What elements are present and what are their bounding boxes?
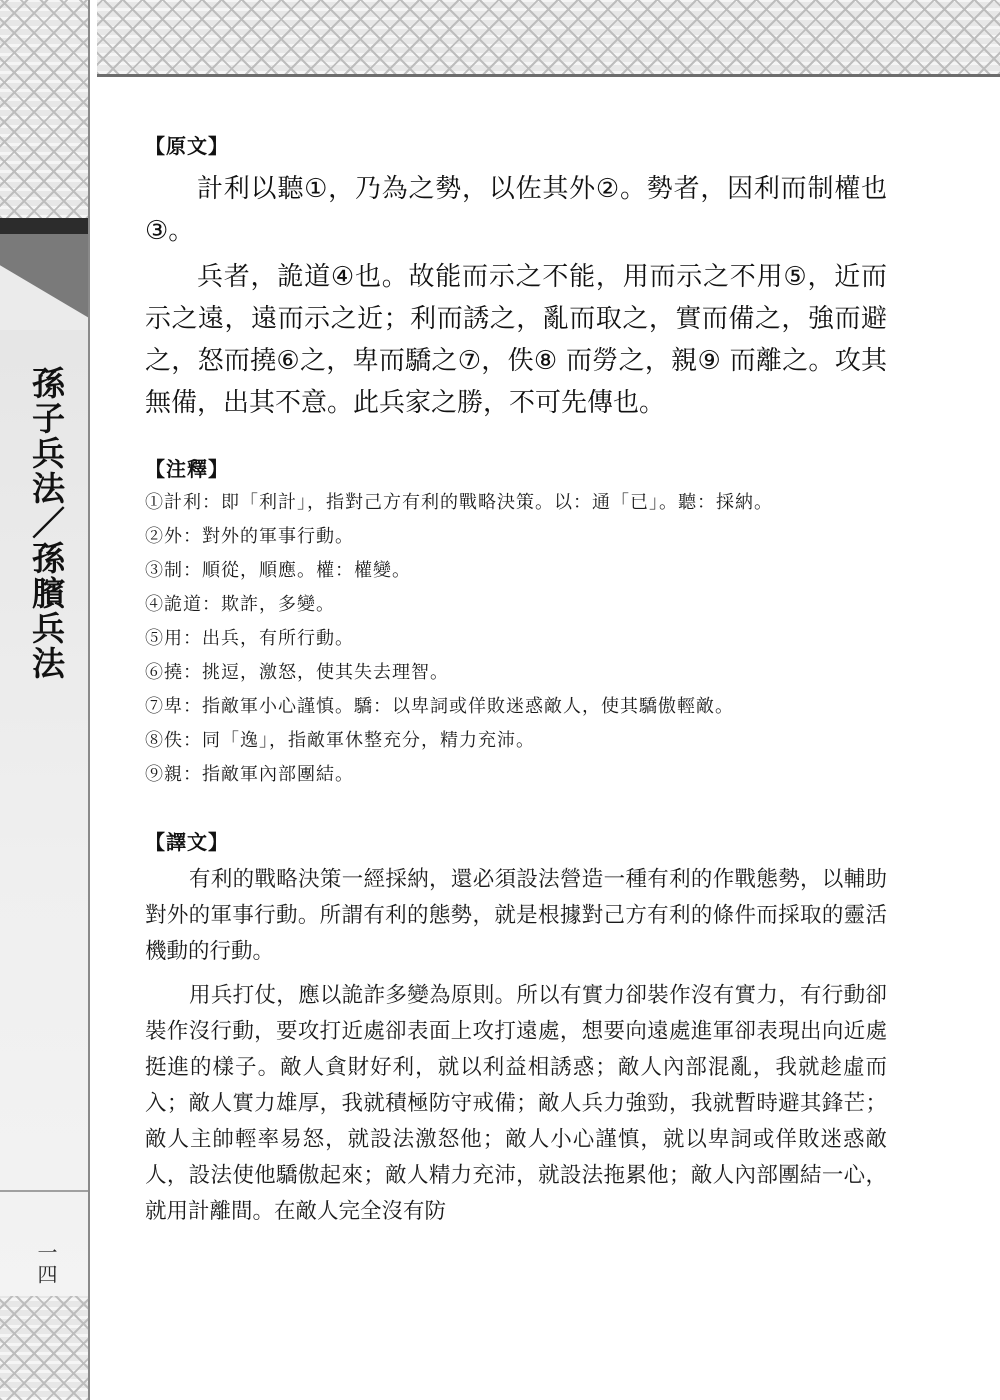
note-item: ④詭道：欺詐，多變。: [145, 594, 335, 615]
note-item: ②外：對外的軍事行動。: [145, 526, 354, 547]
note-item: ③制：順從，順應。權：權變。: [145, 560, 411, 581]
side-dark-bar: [0, 218, 88, 234]
book-title: 孫子兵法／孫臏兵法: [27, 366, 66, 681]
note-item: ⑦卑：指敵軍小心謹慎。驕：以卑詞或佯敗迷惑敵人，使其驕傲輕敵。: [145, 696, 734, 717]
side-divider-rule: [0, 1190, 88, 1192]
translation-heading: 【譯文】: [145, 830, 229, 854]
side-divider: [88, 0, 97, 1400]
page-content: [145, 128, 887, 1230]
translation-paragraph: 用兵打仗，應以詭詐多變為原則。所以有實力卻裝作沒有實力，有行動卻裝作沒行動，要攻打近處卻表面上攻打遠處，想要向遠處進軍卻表現出向近處挺進的樣子。敵人貪財好利，就以利益相誘惑；敵人內部混亂，我就趁虛而入；敵人實力雄厚，我就積極防守戒備；敵人兵力強勁，我就暫時避其鋒芒；敵人主帥輕率易怒，就設法激怒他；敵人小心謹慎，就以卑詞或佯敗迷惑敵人，設法使他驕傲起來；敵人精力充沛，就設法拖累他；敵人內部團結一心，就用計離間。在敵人完全沒有防: [145, 983, 887, 1224]
note-item: ⑨親：指敵軍內部團結。: [145, 764, 354, 785]
top-pattern-band: [97, 0, 1000, 74]
note-item: ⑥撓：挑逗，激怒，使其失去理智。: [145, 662, 449, 683]
top-band-line: [97, 74, 1000, 77]
side-pattern-bottom: [0, 1296, 88, 1400]
page-number: 一四: [34, 1242, 58, 1286]
notes-heading: 【注釋】: [145, 457, 229, 481]
side-pattern-top: [0, 0, 88, 218]
notes-list: [145, 486, 887, 792]
note-item: ⑧佚：同「逸」，指敵軍休整充分，精力充沛。: [145, 730, 535, 751]
original-paragraph: 兵者，詭道④也。故能而示之不能，用而示之不用⑤，近而示之遠，遠而示之近；利而誘之，亂而取之，實而備之，強而避之，怒而撓⑥之，卑而驕之⑦，佚⑧ 而勞之，親⑨ 而離之。攻其無備，出其不意。此兵家之勝，不可先傳也。: [145, 262, 887, 418]
translation-paragraph: 有利的戰略決策一經採納，還必須設法營造一種有利的作戰態勢，以輔助對外的軍事行動。所謂有利的態勢，就是根據對己方有利的條件而採取的靈活機動的行動。: [145, 867, 887, 964]
note-item: ①計利：即「利計」，指對己方有利的戰略決策。以：通「已」。聽：採納。: [145, 492, 773, 513]
original-text-heading: 【原文】: [145, 134, 229, 158]
note-item: ⑤用：出兵，有所行動。: [145, 628, 354, 649]
original-paragraph: 計利以聽①，乃為之勢，以佐其外②。勢者，因利而制權也③。: [145, 174, 887, 246]
